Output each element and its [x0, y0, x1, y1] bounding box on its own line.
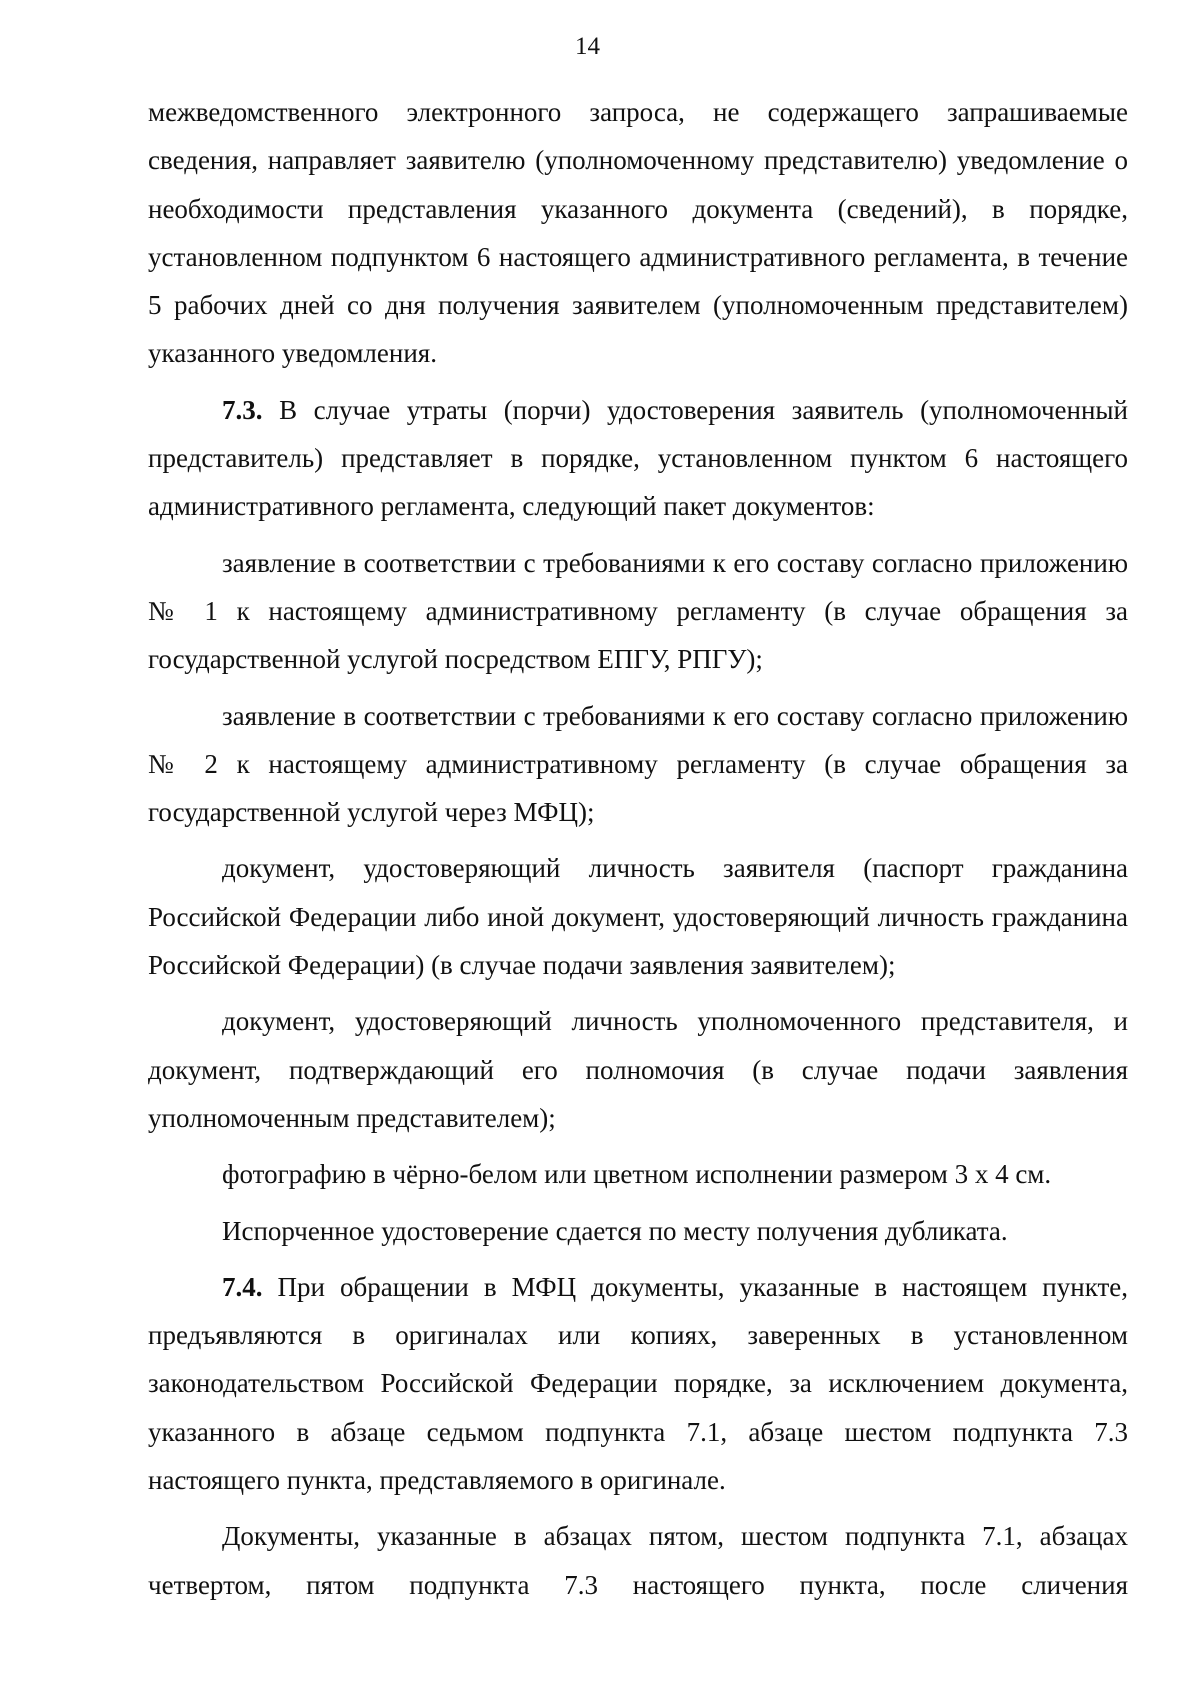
paragraph-text: Документы, указанные в абзацах пятом, шестом подпункта 7.1, абзацах четвертом, пятом подпункта 7.3 настоящего пункта, после сличения — [148, 1521, 1128, 1600]
paragraph-text: заявление в соответствии с требованиями к его составу согласно приложению № 1 к настоящему административному регламенту (в случае обращения за государственной услугой посредством ЕПГУ, РПГУ); — [148, 547, 1128, 675]
paragraph-documents-after-comparison — [148, 1512, 1128, 1609]
paragraph-text: заявление в соответствии с требованиями к его составу согласно приложению № 2 к настоящему административному регламенту (в случае обращения за государственной услугой через МФЦ); — [148, 700, 1128, 828]
document-body — [148, 88, 1128, 1609]
list-item-applicant-id — [148, 844, 1128, 989]
paragraph-text: межведомственного электронного запроса, не содержащего запрашиваемые сведения, направляет заявителю (уполномоченному представителю) уведомление о необходимости представления указанного документа (сведений), в порядке, установленном подпунктом 6 настоящего административного регламента, в течение 5 рабочих дней со дня получения заявителем (уполномоченным представителем) указанного уведомления. — [148, 97, 1128, 369]
paragraph-text: документ, удостоверяющий личность заявителя (паспорт гражданина Российской Федерации либо иной документ, удостоверяющий личность гражданина Российской Федерации) (в случае подачи заявления заявителем); — [148, 853, 1128, 981]
paragraph-7-4 — [148, 1263, 1128, 1504]
paragraph-text: При обращении в МФЦ документы, указанные в настоящем пункте, предъявляются в оригиналах или копиях, заверенных в установленном законодательством Российской Федерации порядке, за исключением документа, указанного в абзаце седьмом подпункта 7.1, абзаце шестом подпункта 7.3 настоящего пункта, представляемого в оригинале. — [148, 1271, 1128, 1496]
paragraph-text: документ, удостоверяющий личность уполномоченного представителя, и документ, подтверждающий его полномочия (в случае подачи заявления уполномоченным представителем); — [148, 1006, 1128, 1133]
clause-number: 7.3. — [222, 394, 263, 425]
list-item-application-epgu — [148, 539, 1128, 684]
paragraph-text: В случае утраты (порчи) удостоверения заявитель (уполномоченный представитель) представляет в порядке, установленном пунктом 6 настоящего административного регламента, следующий пакет документов: — [148, 394, 1128, 522]
list-item-photo — [148, 1150, 1128, 1198]
list-item-representative-id — [148, 997, 1128, 1142]
clause-number: 7.4. — [222, 1271, 263, 1302]
paragraph-damaged-certificate — [148, 1207, 1128, 1255]
paragraph-continuation — [148, 88, 1128, 378]
paragraph-text: фотографию в чёрно-белом или цветном исполнении размером 3 х 4 см. — [222, 1159, 1052, 1190]
page-number: 14 — [575, 33, 600, 60]
paragraph-text: Испорченное удостоверение сдается по месту получения дубликата. — [222, 1215, 1008, 1246]
paragraph-7-3 — [148, 386, 1128, 531]
list-item-application-mfc — [148, 692, 1128, 837]
